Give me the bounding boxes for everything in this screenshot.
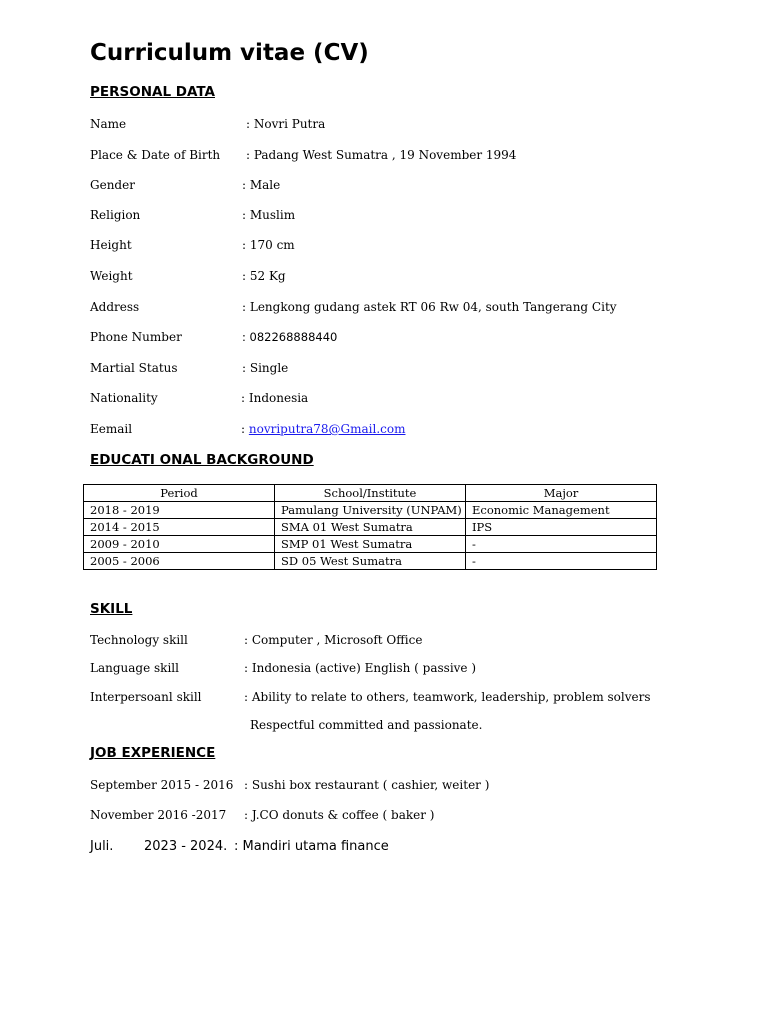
job-period: September 2015 - 2016 (90, 778, 234, 792)
job-description: : Mandiri utama finance (234, 839, 389, 854)
email-prefix: : (241, 422, 249, 436)
job-experience-heading: JOB EXPERIENCE (90, 745, 216, 761)
gender-label: Gender (90, 178, 135, 192)
name-value: : Novri Putra (246, 117, 326, 131)
table-row (84, 519, 657, 536)
document-title: Curriculum vitae (CV) (90, 40, 369, 66)
major-cell: - (466, 536, 657, 553)
interpersonal-skill-value: : Ability to relate to others, teamwork, leadership, problem solvers (244, 690, 651, 704)
technology-skill-label: Technology skill (90, 633, 188, 647)
weight-label: Weight (90, 269, 133, 283)
column-header-period: Period (84, 485, 275, 502)
table-row (84, 553, 657, 570)
birth-value: : Padang West Sumatra , 19 November 1994 (246, 148, 517, 162)
religion-label: Religion (90, 208, 141, 222)
birth-label: Place & Date of Birth (90, 148, 221, 162)
education-heading: EDUCATI ONAL BACKGROUND (90, 452, 314, 468)
gender-value: : Male (242, 178, 281, 192)
column-header-major: Major (466, 485, 657, 502)
school-cell: SMP 01 West Sumatra (275, 536, 466, 553)
technology-skill-value: : Computer , Microsoft Office (244, 633, 423, 647)
email-link[interactable]: novriputra78@Gmail.com (248, 422, 406, 436)
job-period: November 2016 -2017 (90, 808, 227, 822)
height-value: : 170 cm (242, 238, 295, 252)
period-cell: 2009 - 2010 (84, 536, 275, 553)
period-cell: 2014 - 2015 (84, 519, 275, 536)
interpersonal-skill-continuation: Respectful committed and passionate. (250, 718, 483, 732)
email-value (241, 422, 406, 436)
address-label: Address (90, 300, 140, 314)
job-years: 2023 - 2024. (144, 839, 228, 854)
job-description: : Sushi box restaurant ( cashier, weiter ) (244, 778, 490, 792)
interpersonal-skill-label: Interpersoanl skill (90, 690, 202, 704)
nationality-label: Nationality (90, 391, 158, 405)
major-cell: Economic Management (466, 502, 657, 519)
job-month: Juli. (90, 839, 114, 854)
job-description: : J.CO donuts & coffee ( baker ) (244, 808, 435, 822)
nationality-value: : Indonesia (241, 391, 309, 405)
religion-value: : Muslim (242, 208, 296, 222)
name-label: Name (90, 117, 127, 131)
school-cell: SD 05 West Sumatra (275, 553, 466, 570)
personal-data-heading: PERSONAL DATA (90, 84, 215, 100)
major-cell: - (466, 553, 657, 570)
table-header-row (84, 485, 657, 502)
height-label: Height (90, 238, 132, 252)
column-header-school: School/Institute (275, 485, 466, 502)
table-row (84, 536, 657, 553)
education-table (83, 484, 657, 570)
language-skill-value: : Indonesia (active) English ( passive ) (244, 661, 477, 675)
phone-value: : 082268888440 (242, 330, 338, 344)
skill-heading: SKILL (90, 601, 133, 617)
major-cell: IPS (466, 519, 657, 536)
school-cell: Pamulang University (UNPAM) (275, 502, 466, 519)
email-label: Eemail (90, 422, 133, 436)
weight-value: : 52 Kg (242, 269, 286, 283)
period-cell: 2005 - 2006 (84, 553, 275, 570)
marital-status-label: Martial Status (90, 361, 178, 375)
table-row (84, 502, 657, 519)
address-value: : Lengkong gudang astek RT 06 Rw 04, south Tangerang City (242, 300, 617, 314)
school-cell: SMA 01 West Sumatra (275, 519, 466, 536)
language-skill-label: Language skill (90, 661, 179, 675)
marital-status-value: : Single (242, 361, 289, 375)
period-cell: 2018 - 2019 (84, 502, 275, 519)
phone-label: Phone Number (90, 330, 182, 344)
